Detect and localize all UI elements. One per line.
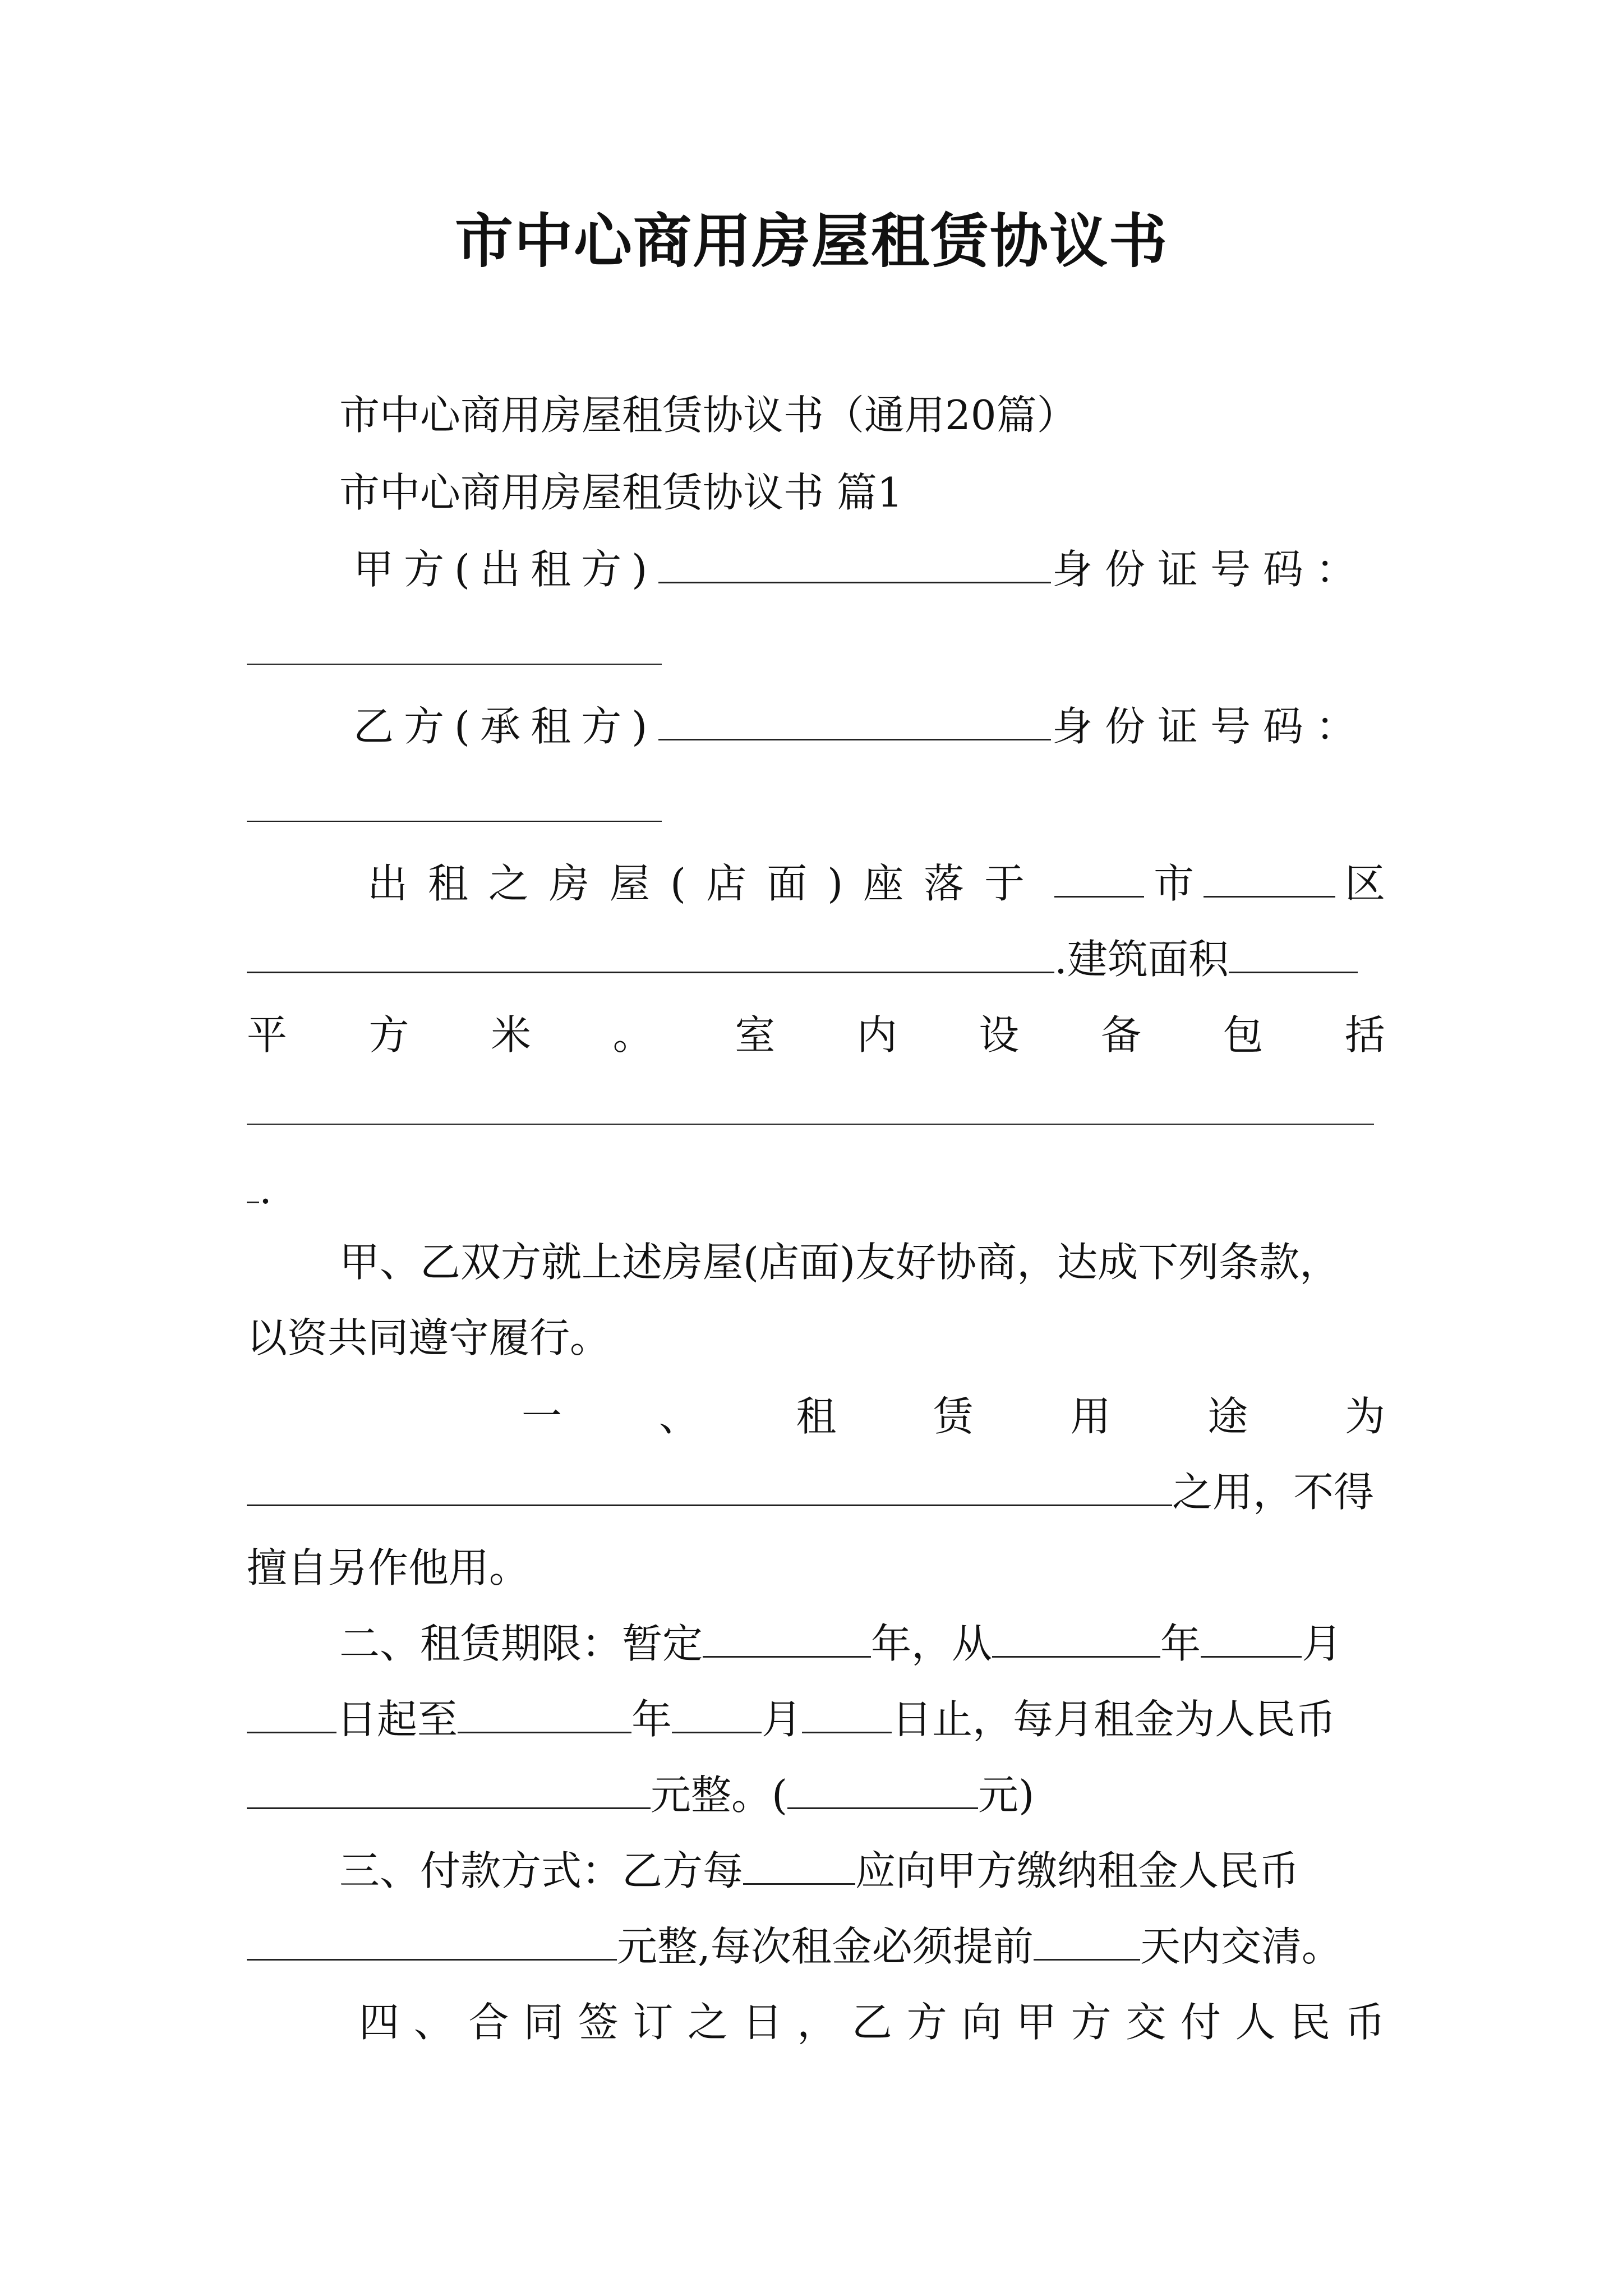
address-blank bbox=[247, 932, 1054, 973]
agreement-line-1: 甲、乙双方就上述房屋(店面)友好协商，达成下列条款， bbox=[339, 1239, 1340, 1286]
party-b-label: 乙方(承租方) bbox=[353, 703, 658, 750]
clause4-char: 付 bbox=[1180, 1999, 1221, 2046]
month-label: 月 bbox=[762, 1696, 803, 1743]
subtitle: 市中心商用房屋租赁协议书（通用20篇） bbox=[339, 392, 1077, 439]
payment-amount-blank bbox=[247, 1920, 617, 1961]
unit-char: 米 bbox=[491, 1011, 532, 1059]
area-label: .建筑面积 bbox=[1054, 936, 1229, 983]
district-label: 区 bbox=[1344, 860, 1385, 907]
month-label: 月 bbox=[1302, 1620, 1343, 1667]
area-blank bbox=[1229, 932, 1358, 973]
rent-number-blank bbox=[787, 1768, 978, 1809]
district-blank bbox=[1204, 857, 1335, 898]
equipment-end-blank bbox=[247, 1162, 259, 1203]
clause4-line-1 bbox=[359, 1994, 1385, 2050]
clause1-line-2 bbox=[247, 1464, 1385, 1520]
address-line bbox=[247, 931, 1385, 987]
unit-char: 方 bbox=[368, 1011, 409, 1059]
year-label: 年 bbox=[1160, 1620, 1201, 1667]
party-b-id-line bbox=[247, 780, 1385, 836]
location-prefix: 出租之房屋(店面)座落于 bbox=[367, 860, 1045, 907]
party-b-name-blank bbox=[658, 700, 1051, 740]
clause4-char: 方 bbox=[1071, 1999, 1112, 2046]
start-month-blank bbox=[1201, 1617, 1302, 1658]
equipment-end: . bbox=[259, 1166, 272, 1213]
unit-char: 内 bbox=[856, 1011, 897, 1059]
party-a-id-label: 身份证号码： bbox=[1052, 546, 1368, 593]
unit-char: 设 bbox=[979, 1011, 1020, 1059]
clause1-char: 租 bbox=[796, 1393, 837, 1440]
party-a-id-blank bbox=[247, 627, 662, 665]
clause3-mid: 应向甲方缴纳租金人民币 bbox=[855, 1847, 1300, 1894]
clause1-char: 、 bbox=[658, 1393, 699, 1440]
clause1-line-1 bbox=[522, 1388, 1385, 1444]
clause4-char: 、 bbox=[413, 1999, 454, 2046]
equipment-end-line bbox=[247, 1161, 1385, 1217]
clause2-prefix: 二、租赁期限：暂定 bbox=[339, 1620, 703, 1667]
party-b-id-blank bbox=[247, 784, 662, 822]
clause3-prefix: 三、付款方式：乙方每 bbox=[339, 1847, 744, 1894]
total-label: 元整。( bbox=[651, 1772, 788, 1819]
year-label: 年 bbox=[631, 1696, 672, 1743]
clause2-line-2 bbox=[247, 1691, 1385, 1747]
day-to-label: 日止，每月租金为人民币 bbox=[892, 1696, 1336, 1743]
unit-char: 。 bbox=[612, 1011, 653, 1059]
clause1-char: 为 bbox=[1344, 1393, 1385, 1440]
unit-char: 室 bbox=[735, 1011, 776, 1059]
clause4-char: 甲 bbox=[1016, 1999, 1057, 2046]
clause3-amount-suffix: 元整,每次租金必须提前 bbox=[617, 1923, 1034, 1970]
day-from-label: 日起至 bbox=[336, 1696, 458, 1743]
clause3-end: 天内交清。 bbox=[1140, 1923, 1342, 1970]
unit-char: 备 bbox=[1100, 1011, 1141, 1059]
location-line bbox=[367, 855, 1385, 912]
end-day-blank bbox=[802, 1692, 892, 1733]
total-end-label: 元) bbox=[978, 1772, 1035, 1819]
agreement-line-2: 以资共同遵守履行。 bbox=[247, 1314, 611, 1361]
clause4-char: 签 bbox=[578, 1999, 619, 2046]
party-a-line bbox=[353, 541, 1368, 597]
clause4-char: 日 bbox=[742, 1999, 783, 2046]
clause2-line-1 bbox=[339, 1616, 1388, 1672]
party-b-line bbox=[353, 698, 1368, 754]
clause4-char: 方 bbox=[906, 1999, 947, 2046]
start-year-blank bbox=[992, 1617, 1160, 1658]
clause4-char: 乙 bbox=[851, 1999, 892, 2046]
start-day-blank bbox=[247, 1692, 336, 1733]
clause3-line-1 bbox=[339, 1843, 1388, 1899]
city-blank bbox=[1054, 857, 1144, 898]
clause1-char: 用 bbox=[1070, 1393, 1111, 1440]
from-label: ，从 bbox=[911, 1620, 993, 1667]
clause1-char: 一 bbox=[522, 1393, 562, 1440]
clause4-char: 人 bbox=[1235, 1999, 1276, 2046]
party-a-id-line bbox=[247, 623, 1385, 679]
clause4-char: 之 bbox=[687, 1999, 728, 2046]
section-heading: 市中心商用房屋租赁协议书 篇1 bbox=[339, 469, 903, 516]
clause1-char: 赁 bbox=[933, 1393, 974, 1440]
monthly-rent-blank bbox=[247, 1768, 651, 1809]
equipment-line bbox=[247, 1083, 1385, 1139]
document-title: 市中心商用房屋租赁协议书 bbox=[454, 206, 1168, 275]
area-unit-line bbox=[247, 1007, 1385, 1063]
clause1-char: 途 bbox=[1207, 1393, 1248, 1440]
city-label: 市 bbox=[1154, 860, 1195, 907]
clause4-char: 币 bbox=[1344, 1999, 1385, 2046]
party-a-label: 甲方(出租方) bbox=[353, 546, 658, 593]
term-blank bbox=[703, 1617, 871, 1658]
clause4-char: 交 bbox=[1126, 1999, 1166, 2046]
year-label: 年 bbox=[871, 1620, 912, 1667]
clause4-char: 同 bbox=[523, 1999, 564, 2046]
clause4-char: 民 bbox=[1290, 1999, 1331, 2046]
clause4-char: 四 bbox=[359, 1999, 400, 2046]
party-b-id-label: 身份证号码： bbox=[1052, 703, 1368, 750]
unit-char: 括 bbox=[1344, 1011, 1385, 1059]
clause3-line-2 bbox=[247, 1918, 1385, 1975]
end-month-blank bbox=[672, 1692, 762, 1733]
clause4-char: 向 bbox=[961, 1999, 1002, 2046]
clause4-char: 订 bbox=[633, 1999, 674, 2046]
clause2-line-3 bbox=[247, 1767, 1385, 1823]
unit-char: 平 bbox=[247, 1011, 288, 1059]
clause1-line-3: 擅自另作他用。 bbox=[247, 1544, 530, 1591]
clause1-suffix: 之用，不得 bbox=[1172, 1469, 1375, 1516]
payment-period-blank bbox=[743, 1844, 855, 1885]
clause4-char: ， bbox=[797, 1999, 838, 2046]
clause4-char: 合 bbox=[468, 1999, 509, 2046]
usage-blank bbox=[247, 1465, 1172, 1506]
end-year-blank bbox=[458, 1692, 631, 1733]
equipment-blank bbox=[247, 1090, 1374, 1125]
advance-days-blank bbox=[1034, 1920, 1140, 1961]
unit-char: 包 bbox=[1223, 1011, 1264, 1059]
party-a-name-blank bbox=[658, 542, 1051, 583]
